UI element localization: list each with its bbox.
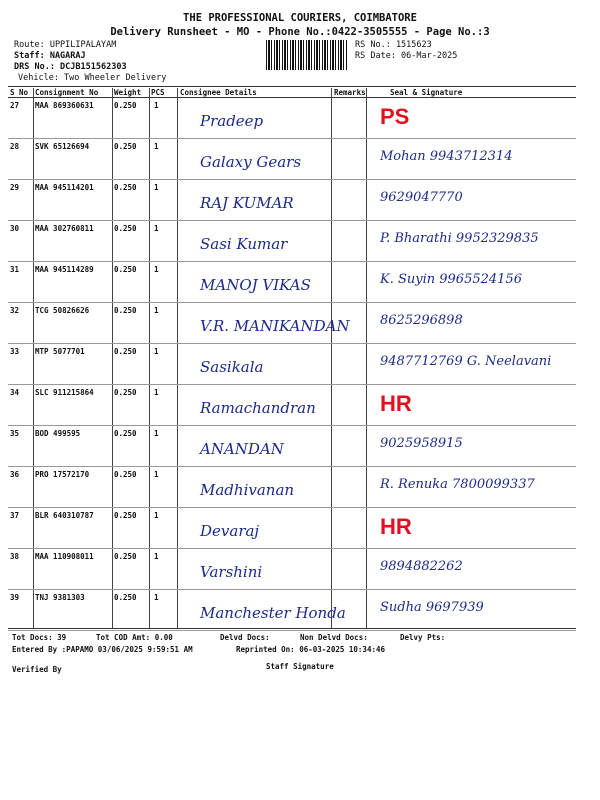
row-seal-signature: 9487712769 G. Neelavani	[380, 354, 552, 369]
verified-by: Verified By	[12, 665, 62, 674]
row-consignee-handwritten: V.R. MANIKANDAN	[200, 317, 350, 335]
row-consignment-no: SVK 65126694	[35, 142, 90, 151]
vehicle-label: Vehicle: Two Wheeler Delivery	[18, 73, 167, 83]
row-consignee-handwritten: Galaxy Gears	[200, 153, 302, 171]
row-sno: 39	[10, 593, 20, 602]
row-seal-signature: 8625296898	[380, 313, 463, 328]
row-weight: 0.250	[114, 429, 137, 438]
row-consignee-handwritten: Madhivanan	[200, 481, 295, 499]
row-seal-signature: PS	[380, 104, 410, 129]
row-weight: 0.250	[114, 388, 137, 397]
row-pcs: 1	[154, 265, 159, 274]
row-weight: 0.250	[114, 183, 137, 192]
col-header-weight: Weight	[114, 88, 142, 97]
row-seal-signature: P. Bharathi 9952329835	[380, 231, 539, 246]
row-sno: 34	[10, 388, 20, 397]
col-header-pcs: PCS	[151, 88, 165, 97]
row-weight: 0.250	[114, 347, 137, 356]
document-subtitle: Delivery Runsheet - MO - Phone No.:0422-3505555 - Page No.:3	[110, 26, 490, 38]
row-divider	[8, 589, 576, 590]
col-header-sno: S No	[10, 88, 29, 97]
row-consignee-handwritten: RAJ KUMAR	[200, 194, 294, 212]
row-sno: 33	[10, 347, 20, 356]
col-header-consignee: Consignee Details	[180, 88, 257, 97]
row-divider	[8, 220, 576, 221]
row-consignee-handwritten: MANOJ VIKAS	[200, 276, 311, 294]
total-cod-amount: Tot COD Amt: 0.00	[96, 633, 173, 642]
row-divider	[8, 425, 576, 426]
row-seal-signature: 9629047770	[380, 190, 463, 205]
entered-by: Entered By :PAPAMO 03/06/2025 9:59:51 AM	[12, 645, 193, 654]
row-weight: 0.250	[114, 224, 137, 233]
table-bottom-border	[8, 628, 576, 629]
rs-number: RS No.: 1515623	[355, 40, 432, 50]
barcode	[266, 40, 348, 70]
row-pcs: 1	[154, 224, 159, 233]
col-divider	[177, 88, 178, 628]
row-seal-signature: HR	[380, 391, 412, 416]
row-divider	[8, 343, 576, 344]
row-seal-signature: 9894882262	[380, 559, 463, 574]
table-header-border	[8, 97, 576, 98]
delivery-points: Delvy Pts:	[400, 633, 446, 642]
row-seal-signature: K. Suyin 9965524156	[380, 272, 522, 287]
row-consignment-no: SLC 911215864	[35, 388, 94, 397]
col-divider	[366, 88, 367, 628]
row-sno: 28	[10, 142, 20, 151]
delivered-docs: Delvd Docs:	[220, 633, 270, 642]
non-delivered-docs: Non Delvd Docs:	[300, 633, 368, 642]
row-divider	[8, 548, 576, 549]
row-weight: 0.250	[114, 470, 137, 479]
reprinted-on: Reprinted On: 06-03-2025 10:34:46	[236, 645, 386, 654]
row-consignment-no: BLR 640310787	[35, 511, 94, 520]
row-sno: 32	[10, 306, 20, 315]
row-divider	[8, 302, 576, 303]
row-consignment-no: MAA 945114289	[35, 265, 94, 274]
row-seal-signature: Mohan 9943712314	[380, 149, 513, 164]
row-consignment-no: TCG 50826626	[35, 306, 90, 315]
col-header-consignment: Consignment No	[35, 88, 99, 97]
row-weight: 0.250	[114, 101, 137, 110]
row-consignment-no: PRO 17572170	[35, 470, 90, 479]
row-weight: 0.250	[114, 552, 137, 561]
row-pcs: 1	[154, 511, 159, 520]
row-divider	[8, 507, 576, 508]
rs-date: RS Date: 06-Mar-2025	[355, 51, 458, 61]
row-sno: 30	[10, 224, 20, 233]
row-consignment-no: BOD 499595	[35, 429, 81, 438]
row-divider	[8, 179, 576, 180]
row-divider	[8, 138, 576, 139]
table-top-border	[8, 86, 576, 87]
row-seal-signature: HR	[380, 514, 412, 539]
col-divider	[149, 88, 150, 628]
row-consignee-handwritten: Devaraj	[200, 522, 260, 540]
row-pcs: 1	[154, 552, 159, 561]
row-pcs: 1	[154, 183, 159, 192]
row-consignee-handwritten: Sasi Kumar	[200, 235, 288, 253]
row-pcs: 1	[154, 306, 159, 315]
row-seal-signature: 9025958915	[380, 436, 463, 451]
col-header-remarks: Remarks	[334, 88, 366, 97]
row-seal-signature: R. Renuka 7800099337	[380, 477, 535, 492]
row-pcs: 1	[154, 142, 159, 151]
total-docs: Tot Docs: 39	[12, 633, 67, 642]
row-weight: 0.250	[114, 142, 137, 151]
row-weight: 0.250	[114, 593, 137, 602]
row-sno: 27	[10, 101, 20, 110]
row-divider	[8, 466, 576, 467]
row-consignee-handwritten: Pradeep	[200, 112, 264, 130]
col-divider	[33, 88, 34, 628]
row-sno: 35	[10, 429, 20, 438]
row-divider	[8, 630, 576, 631]
row-consignee-handwritten: ANANDAN	[200, 440, 284, 458]
row-sno: 37	[10, 511, 20, 520]
row-consignment-no: MAA 302760811	[35, 224, 94, 233]
row-consignment-no: MAA 869360631	[35, 101, 94, 110]
col-divider	[112, 88, 113, 628]
row-consignment-no: MAA 110908011	[35, 552, 94, 561]
staff-signature: Staff Signature	[266, 662, 334, 671]
row-sno: 38	[10, 552, 20, 561]
row-weight: 0.250	[114, 511, 137, 520]
row-consignee-handwritten: Ramachandran	[200, 399, 316, 417]
row-weight: 0.250	[114, 265, 137, 274]
row-weight: 0.250	[114, 306, 137, 315]
row-sno: 31	[10, 265, 20, 274]
row-divider	[8, 261, 576, 262]
row-pcs: 1	[154, 101, 159, 110]
row-pcs: 1	[154, 429, 159, 438]
row-consignment-no: MTP 5077701	[35, 347, 85, 356]
row-pcs: 1	[154, 593, 159, 602]
document-title: THE PROFESSIONAL COURIERS, COIMBATORE	[183, 12, 417, 24]
row-consignment-no: MAA 945114201	[35, 183, 94, 192]
row-consignee-handwritten: Varshini	[200, 563, 263, 581]
row-pcs: 1	[154, 388, 159, 397]
row-pcs: 1	[154, 347, 159, 356]
row-sno: 36	[10, 470, 20, 479]
row-sno: 29	[10, 183, 20, 192]
row-consignee-handwritten: Manchester Honda	[200, 604, 346, 622]
drs-label: DRS No.: DCJB151562303	[14, 62, 127, 72]
row-consignment-no: TNJ 9381303	[35, 593, 85, 602]
col-divider	[331, 88, 332, 628]
row-seal-signature: Sudha 9697939	[380, 600, 484, 615]
staff-label: Staff: NAGARAJ	[14, 51, 86, 61]
col-header-seal: Seal & Signature	[390, 88, 463, 97]
row-divider	[8, 384, 576, 385]
route-label: Route: UPPILIPALAYAM	[14, 40, 117, 50]
row-consignee-handwritten: Sasikala	[200, 358, 264, 376]
row-pcs: 1	[154, 470, 159, 479]
